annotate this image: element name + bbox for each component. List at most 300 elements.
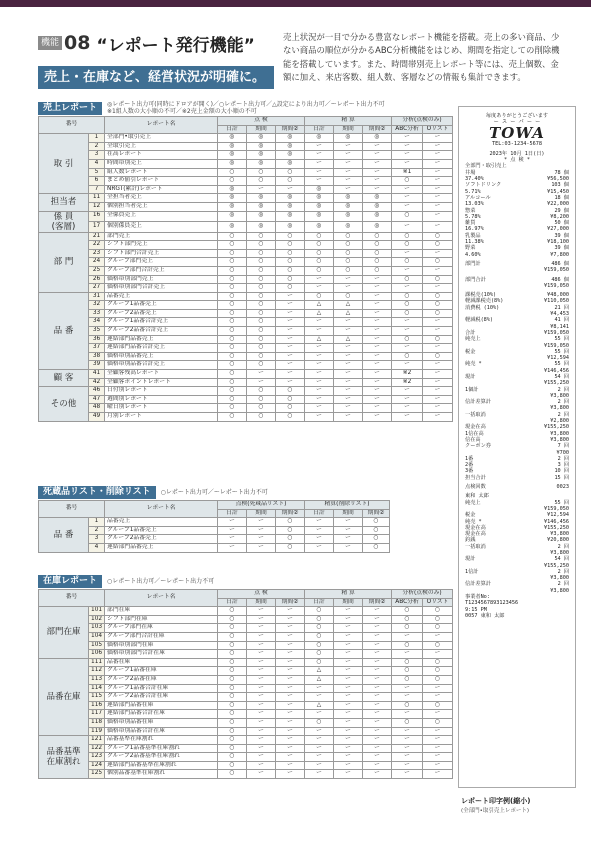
header-report-name: レポート名 xyxy=(105,501,218,518)
value-cell: ー xyxy=(218,535,247,544)
value-cell: ー xyxy=(392,266,423,275)
value-cell: ○ xyxy=(276,168,305,177)
value-cell: ー xyxy=(392,761,423,770)
row-number: 6 xyxy=(89,177,105,186)
receipt-line-label: 東和 太郎 xyxy=(465,493,489,500)
receipt-line-value: ¥3,800 xyxy=(550,392,569,399)
report-name: 全取引売上 xyxy=(105,142,218,151)
value-cell: ○ xyxy=(218,404,247,413)
header-daily: 日計 xyxy=(305,598,334,607)
value-cell: ○ xyxy=(305,624,334,633)
value-cell: ー xyxy=(363,361,392,370)
report-name: 連結部門品番売上 xyxy=(105,335,218,344)
value-cell: ○ xyxy=(305,266,334,275)
report-name: 全顧客ポイントレポート xyxy=(105,378,218,387)
value-cell: ○ xyxy=(276,232,305,241)
report-name: グループ部門売上 xyxy=(105,258,218,267)
row-number: 49 xyxy=(89,413,105,422)
value-cell: ○ xyxy=(423,675,453,684)
row-number: 3 xyxy=(89,151,105,160)
value-cell: ー xyxy=(363,413,392,422)
value-cell: ー xyxy=(305,142,334,151)
value-cell: ◎ xyxy=(334,211,363,222)
row-number: 118 xyxy=(89,718,105,727)
value-cell: ー xyxy=(334,142,363,151)
value-cell: ○ xyxy=(218,607,247,616)
row-number: 36 xyxy=(89,335,105,344)
value-cell: ー xyxy=(423,318,453,327)
value-cell: ー xyxy=(363,292,392,301)
value-cell: ー xyxy=(305,151,334,160)
value-cell: ー xyxy=(392,159,423,168)
value-cell: ー xyxy=(276,632,305,641)
receipt-line-value: ¥146,456 xyxy=(544,518,569,525)
value-cell: ー xyxy=(363,744,392,753)
table-row xyxy=(39,301,453,310)
value-cell: ○ xyxy=(218,292,247,301)
receipt-line-label: 純売上 xyxy=(465,499,481,506)
value-cell: ○ xyxy=(218,727,247,736)
value-cell: ー xyxy=(363,684,392,693)
value-cell: ー xyxy=(276,667,305,676)
value-cell: ○ xyxy=(423,641,453,650)
header-period: 期間 xyxy=(334,598,363,607)
row-number: 111 xyxy=(89,658,105,667)
value-cell: ー xyxy=(276,641,305,650)
table-row xyxy=(39,404,453,413)
header-no: 番号 xyxy=(39,590,105,607)
row-number: 106 xyxy=(89,650,105,659)
value-cell: △ xyxy=(305,301,334,310)
value-cell: ー xyxy=(305,404,334,413)
value-cell: ー xyxy=(423,404,453,413)
value-cell: ー xyxy=(334,352,363,361)
row-number: 112 xyxy=(89,667,105,676)
value-cell: ー xyxy=(423,684,453,693)
value-cell: ○ xyxy=(218,770,247,779)
value-cell: ○ xyxy=(363,543,390,552)
value-cell: ー xyxy=(247,535,276,544)
value-cell: ○ xyxy=(218,413,247,422)
value-cell: ー xyxy=(276,378,305,387)
header-delete-list: 精算(削除リスト) xyxy=(305,501,390,510)
value-cell: ◎ xyxy=(276,202,305,211)
receipt-tel: TEL:03-1234-5678 xyxy=(492,140,542,147)
value-cell: ー xyxy=(305,761,334,770)
value-cell: ー xyxy=(334,151,363,160)
value-cell: △ xyxy=(305,667,334,676)
row-number: 48 xyxy=(89,404,105,413)
value-cell: ー xyxy=(334,753,363,762)
value-cell: ー xyxy=(363,151,392,160)
value-cell: ○ xyxy=(276,249,305,258)
report-name: グループ2品番売上 xyxy=(105,535,218,544)
table-row xyxy=(39,736,453,745)
receipt-line-label: 消費税 (10%) xyxy=(465,304,500,311)
value-cell: ー xyxy=(247,675,276,684)
value-cell: ー xyxy=(334,387,363,396)
receipt-line-value: ¥110,050 xyxy=(544,298,569,305)
value-cell: ー xyxy=(392,318,423,327)
value-cell: ー xyxy=(423,361,453,370)
value-cell: ー xyxy=(247,624,276,633)
report-name: 価格帯別品番合計在庫 xyxy=(105,727,218,736)
row-number: 34 xyxy=(89,318,105,327)
value-cell: ー xyxy=(276,658,305,667)
value-cell: ◎ xyxy=(276,134,305,143)
value-cell: ー xyxy=(392,142,423,151)
value-cell: ー xyxy=(305,159,334,168)
report-name: 品番在庫 xyxy=(105,658,218,667)
report-name: グループ2品番合計在庫 xyxy=(105,693,218,702)
value-cell: ー xyxy=(423,413,453,422)
row-number: 123 xyxy=(89,753,105,762)
value-cell: ○ xyxy=(392,641,423,650)
table-row xyxy=(39,318,453,327)
value-cell: ー xyxy=(392,632,423,641)
value-cell: ○ xyxy=(218,168,247,177)
header-period: 期間 xyxy=(247,509,276,518)
receipt-line-label: 事業者No: xyxy=(465,594,490,601)
value-cell: ー xyxy=(392,222,423,233)
report-name: 連結部門品番在庫 xyxy=(105,701,218,710)
value-cell: ー xyxy=(363,327,392,336)
table-row xyxy=(39,142,453,151)
value-cell: ◎ xyxy=(218,142,247,151)
value-cell: ー xyxy=(276,301,305,310)
table-row xyxy=(39,202,453,211)
value-cell: ○ xyxy=(305,650,334,659)
value-cell: ー xyxy=(276,318,305,327)
table-row xyxy=(39,370,453,379)
value-cell: ー xyxy=(392,134,423,143)
value-cell: ○ xyxy=(218,309,247,318)
value-cell: ー xyxy=(334,370,363,379)
value-cell: ー xyxy=(363,185,392,194)
value-cell: ー xyxy=(363,159,392,168)
receipt-line-label: 13.03% xyxy=(465,201,484,208)
value-cell: ー xyxy=(423,727,453,736)
value-cell: ー xyxy=(334,284,363,293)
receipt-line-value: ¥48,000 xyxy=(547,292,569,299)
value-cell: ー xyxy=(392,413,423,422)
value-cell: ー xyxy=(392,684,423,693)
header-analysis: 分析(点検のみ) xyxy=(392,117,453,126)
group-label: 係 員 (客層) xyxy=(39,211,89,232)
table-row xyxy=(39,413,453,422)
receipt-line-label: クーポン券 xyxy=(465,443,491,450)
value-cell: ○ xyxy=(392,701,423,710)
value-cell: ー xyxy=(423,632,453,641)
report-name: シフト部門合計売上 xyxy=(105,249,218,258)
report-name: 連結部門品番売上 xyxy=(105,543,218,552)
value-cell: ー xyxy=(334,641,363,650)
receipt-line-label: 2番 xyxy=(465,462,474,469)
value-cell: ー xyxy=(305,770,334,779)
value-cell: ○ xyxy=(218,675,247,684)
feature-badge xyxy=(38,33,90,53)
table-row xyxy=(39,667,453,676)
table-row xyxy=(39,761,453,770)
receipt-greeting: 毎度ありがとうございます xyxy=(485,113,549,119)
value-cell: ○ xyxy=(392,335,423,344)
value-cell: ◎ xyxy=(363,134,392,143)
receipt-line-label: 1番 xyxy=(465,455,474,462)
report-name: 連結部門品番基準在庫割れ xyxy=(105,761,218,770)
value-cell: ○ xyxy=(276,275,305,284)
value-cell: ー xyxy=(247,727,276,736)
value-cell: ○ xyxy=(276,404,305,413)
receipt-line-value: ¥3,800 xyxy=(550,587,569,594)
receipt-line-label: 乳製品 xyxy=(465,232,481,239)
table-row xyxy=(39,134,453,143)
value-cell: ー xyxy=(276,753,305,762)
table-row xyxy=(39,744,453,753)
value-cell: ※2 xyxy=(392,378,423,387)
receipt-line-label: 純売 * xyxy=(465,361,482,368)
row-number: 31 xyxy=(89,292,105,301)
value-cell: ○ xyxy=(218,395,247,404)
receipt-line-label: 信計差算計 xyxy=(465,581,491,588)
group-label: 部門在庫 xyxy=(39,607,89,659)
value-cell: ー xyxy=(305,344,334,353)
table-row xyxy=(39,309,453,318)
sales-note-1: ◎レポート出力可(同時にドロアが開く)／○レポート出力可／△設定により出力可／ーレポート出力不可 xyxy=(107,101,385,108)
value-cell: ー xyxy=(363,701,392,710)
value-cell: ー xyxy=(334,177,363,186)
report-name: グループ部門合計在庫 xyxy=(105,632,218,641)
value-cell: ○ xyxy=(218,177,247,186)
value-cell: ◎ xyxy=(305,222,334,233)
list-section-title: 死蔵品リスト・削除リスト xyxy=(38,486,156,499)
value-cell: ー xyxy=(247,693,276,702)
value-cell: ー xyxy=(423,327,453,336)
report-name: NRGT(累計)レポート xyxy=(105,185,218,194)
value-cell: ー xyxy=(305,395,334,404)
header-period2: 期間② xyxy=(276,509,305,518)
value-cell: ー xyxy=(363,309,392,318)
value-cell: ◎ xyxy=(218,185,247,194)
value-cell: ○ xyxy=(218,266,247,275)
header-report-name: レポート名 xyxy=(105,117,218,134)
value-cell: ○ xyxy=(218,736,247,745)
value-cell: ○ xyxy=(423,258,453,267)
group-label: 担当者 xyxy=(39,194,89,211)
receipt-line-value: 55 回 xyxy=(554,499,569,506)
value-cell: ー xyxy=(305,693,334,702)
value-cell: ー xyxy=(218,518,247,527)
table-row xyxy=(39,327,453,336)
value-cell: ○ xyxy=(276,395,305,404)
value-cell: ー xyxy=(363,624,392,633)
value-cell: ー xyxy=(363,275,392,284)
table-row xyxy=(39,615,453,624)
header-daily: 日計 xyxy=(218,598,247,607)
value-cell: ○ xyxy=(423,658,453,667)
value-cell: ○ xyxy=(247,258,276,267)
value-cell: ○ xyxy=(247,232,276,241)
value-cell: ○ xyxy=(218,275,247,284)
value-cell: ※2 xyxy=(392,370,423,379)
value-cell: ○ xyxy=(247,344,276,353)
value-cell: ○ xyxy=(423,624,453,633)
value-cell: ◎ xyxy=(218,222,247,233)
value-cell: ◎ xyxy=(305,211,334,222)
receipt-line-label: 雑貨 xyxy=(465,220,476,227)
receipt-line-value: ¥3,800 xyxy=(550,430,569,437)
table-row xyxy=(39,177,453,186)
value-cell: ◎ xyxy=(247,222,276,233)
value-cell: ー xyxy=(247,632,276,641)
table-row xyxy=(39,650,453,659)
sales-section-title: 売上レポート xyxy=(38,102,102,115)
value-cell: ○ xyxy=(218,370,247,379)
value-cell: ○ xyxy=(423,607,453,616)
receipt-line-value: ¥159,050 xyxy=(544,282,569,289)
row-number: 21 xyxy=(89,232,105,241)
row-number: 39 xyxy=(89,361,105,370)
value-cell: ー xyxy=(247,641,276,650)
value-cell: ○ xyxy=(392,258,423,267)
value-cell: ○ xyxy=(392,241,423,250)
value-cell: ○ xyxy=(218,693,247,702)
value-cell: ー xyxy=(423,202,453,211)
report-name: 価格帯別品番在庫 xyxy=(105,718,218,727)
value-cell: ○ xyxy=(276,284,305,293)
header-period: 期間 xyxy=(334,509,363,518)
value-cell: ー xyxy=(363,370,392,379)
value-cell: ー xyxy=(334,658,363,667)
value-cell: ー xyxy=(423,710,453,719)
value-cell: ー xyxy=(247,615,276,624)
row-number: 47 xyxy=(89,395,105,404)
value-cell: ー xyxy=(276,675,305,684)
receipt-line-label: 野菜 xyxy=(465,245,476,252)
value-cell: ー xyxy=(363,770,392,779)
value-cell: ー xyxy=(392,404,423,413)
row-number: 27 xyxy=(89,284,105,293)
value-cell: ー xyxy=(247,718,276,727)
receipt-line-value: 2 回 xyxy=(557,399,569,406)
value-cell: ー xyxy=(276,727,305,736)
receipt-line-label: 現計 xyxy=(465,373,476,380)
value-cell: ー xyxy=(334,675,363,684)
value-cell: ー xyxy=(334,378,363,387)
value-cell: ◎ xyxy=(247,211,276,222)
value-cell: ○ xyxy=(218,344,247,353)
table-row xyxy=(39,275,453,284)
value-cell: ○ xyxy=(423,335,453,344)
value-cell: ◎ xyxy=(247,142,276,151)
header-daily: 日計 xyxy=(218,125,247,134)
value-cell: ー xyxy=(392,194,423,203)
receipt-line-value: 21 回 xyxy=(554,304,569,311)
header-period2: 期間② xyxy=(276,125,305,134)
value-cell: ○ xyxy=(423,701,453,710)
value-cell: ○ xyxy=(218,744,247,753)
value-cell: ○ xyxy=(218,361,247,370)
value-cell: ー xyxy=(334,684,363,693)
receipt-line-value: ¥8,141 xyxy=(550,323,569,330)
value-cell: ー xyxy=(247,370,276,379)
row-number: 11 xyxy=(89,194,105,203)
value-cell: ○ xyxy=(247,266,276,275)
value-cell: ○ xyxy=(334,232,363,241)
value-cell: ○ xyxy=(276,387,305,396)
receipt-line-value: 41 回 xyxy=(554,317,569,324)
value-cell: ー xyxy=(276,615,305,624)
value-cell: ○ xyxy=(392,232,423,241)
value-cell: ー xyxy=(218,543,247,552)
receipt-line-label: 1個計 xyxy=(465,386,479,393)
row-number: 122 xyxy=(89,744,105,753)
value-cell: ○ xyxy=(276,535,305,544)
report-name: グループ2品番売上 xyxy=(105,309,218,318)
receipt-line-label: 部門計 xyxy=(465,260,481,267)
value-cell: ○ xyxy=(218,615,247,624)
row-number: 4 xyxy=(89,543,105,552)
value-cell: ○ xyxy=(363,232,392,241)
report-name: 部門売上 xyxy=(105,232,218,241)
receipt-line-label: 現計 xyxy=(465,556,476,563)
value-cell: ○ xyxy=(218,301,247,310)
receipt-line-value: ¥155,250 xyxy=(544,380,569,387)
receipt-line-value: ¥155,250 xyxy=(544,524,569,531)
value-cell: ー xyxy=(363,318,392,327)
value-cell: ー xyxy=(247,526,276,535)
value-cell: ー xyxy=(334,718,363,727)
receipt-line-value: ¥4,453 xyxy=(550,311,569,318)
list-section-header xyxy=(38,486,268,499)
receipt-line-value: ¥3,800 xyxy=(550,575,569,582)
value-cell: ー xyxy=(334,518,363,527)
value-cell: ー xyxy=(392,736,423,745)
value-cell: ー xyxy=(334,275,363,284)
report-name: グループ部門合計売上 xyxy=(105,266,218,275)
header-no: 番号 xyxy=(39,501,105,518)
header-no: 番号 xyxy=(39,117,105,134)
value-cell: ○ xyxy=(218,387,247,396)
receipt-logo-sub: ー ス ー パ ー ー xyxy=(493,119,541,126)
receipt-line-value: 55 回 xyxy=(554,361,569,368)
value-cell: ○ xyxy=(334,258,363,267)
receipt-line-value: ¥7,800 xyxy=(550,251,569,258)
value-cell: ○ xyxy=(276,518,305,527)
report-name: 価格帯別部門合計在庫 xyxy=(105,650,218,659)
receipt-line-label: 現金在高 xyxy=(465,424,486,431)
table-row xyxy=(39,222,453,233)
value-cell: ー xyxy=(423,151,453,160)
value-cell: ー xyxy=(305,736,334,745)
value-cell: ー xyxy=(276,701,305,710)
report-name: 全部門•取引売上 xyxy=(105,134,218,143)
value-cell: ー xyxy=(392,753,423,762)
value-cell: ◎ xyxy=(247,134,276,143)
value-cell: ー xyxy=(423,142,453,151)
value-cell: ー xyxy=(423,736,453,745)
receipt-line-value: ¥56,500 xyxy=(547,176,569,183)
header-settle: 精 算 xyxy=(305,590,392,599)
value-cell: ○ xyxy=(247,395,276,404)
report-name: 個別係員売上 xyxy=(105,222,218,233)
value-cell: ○ xyxy=(363,266,392,275)
row-number: 26 xyxy=(89,275,105,284)
report-name: 個別品番基準在庫割れ xyxy=(105,770,218,779)
receipt-line-label: 16.97% xyxy=(465,226,484,233)
value-cell: ○ xyxy=(423,309,453,318)
value-cell: ー xyxy=(423,770,453,779)
table-row xyxy=(39,543,390,552)
